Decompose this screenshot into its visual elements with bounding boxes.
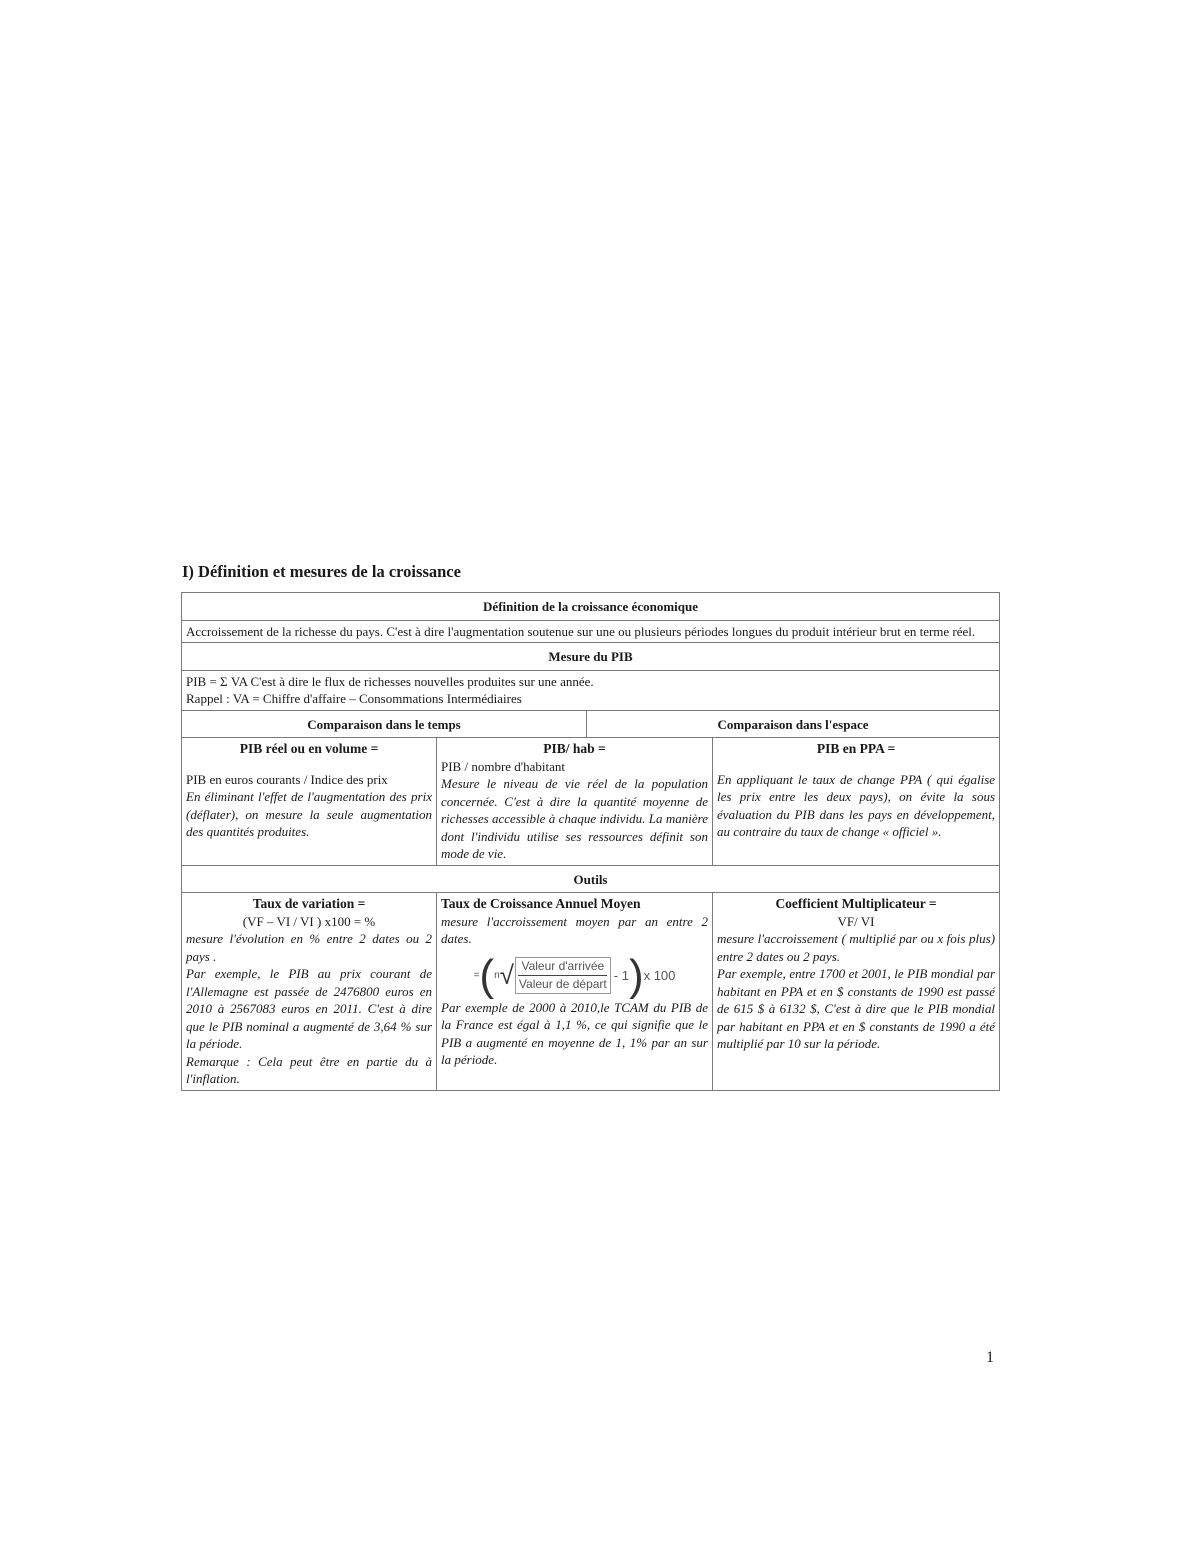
comparaison-temps-heading: Comparaison dans le temps xyxy=(182,710,587,738)
taux-variation-desc-1: mesure l'évolution en % entre 2 dates ou 2 pays . xyxy=(186,931,432,964)
taux-variation-title: Taux de variation = xyxy=(252,896,366,911)
tcam-desc-2: Par exemple de 2000 à 2010,le TCAM du PIB de la France est égal à 1,1 %, ce qui signifie que le PIB a augmenté en moyenne de 1, 1% par an sur la période. xyxy=(441,999,708,1067)
taux-variation-formula: (VF – VI / VI ) x100 = % xyxy=(242,913,376,929)
open-paren-icon: ( xyxy=(479,950,495,1000)
mesure-cell xyxy=(182,670,1000,710)
tcam-title: Taux de Croissance Annuel Moyen xyxy=(441,896,641,911)
pib-reel-formula: PIB en euros courants / Indice des prix xyxy=(186,771,388,787)
mesure-heading: Mesure du PIB xyxy=(182,643,1000,671)
croissance-table xyxy=(181,592,1000,1091)
radical-icon: √ xyxy=(499,959,514,990)
section-title: I) Définition et mesures de la croissance xyxy=(182,562,461,581)
pib-reel-cell xyxy=(182,738,437,866)
mesure-line-1: PIB = Σ VA C'est à dire le flux de richesses nouvelles produites sur une année. xyxy=(186,673,594,689)
taux-variation-cell xyxy=(182,893,437,1091)
pib-ppa-title: PIB en PPA = xyxy=(816,741,896,756)
pib-ppa-desc: En appliquant le taux de change PPA ( qui égalise les prix entre les deux pays), on évite la sous évaluation du PIB dans les pays en développement, au contraire du taux de change « officiel ». xyxy=(717,771,996,839)
pib-reel-desc: En éliminant l'effet de l'augmentation des prix (déflater), on mesure la seule augmentation des quantités produites. xyxy=(186,789,432,839)
taux-variation-desc-3: Remarque : Cela peut être en partie du à l'inflation. xyxy=(186,1053,432,1086)
pib-reel-title: PIB réel ou en volume = xyxy=(239,741,379,756)
tcam-fraction xyxy=(515,957,611,994)
outils-heading: Outils xyxy=(182,865,1000,893)
mesure-line-2: Rappel : VA = Chiffre d'affaire – Consommations Intermédiaires xyxy=(186,691,522,706)
tcam-times: x 100 xyxy=(643,967,676,983)
tcam-numerator: Valeur d'arrivée xyxy=(518,958,607,976)
definition-heading: Définition de la croissance économique xyxy=(182,593,1000,621)
pib-hab-formula: PIB / nombre d'habitant xyxy=(441,758,566,774)
page-number: 1 xyxy=(986,1349,994,1366)
close-paren-icon: ) xyxy=(628,950,644,1000)
taux-variation-desc-2: Par exemple, le PIB au prix courant de l'Allemagne est passée de 2476800 euros en 2010 à 2567083 euros en 2011. C'est à dire que le PIB nominal a augmenté de 3,64 % sur la période. xyxy=(186,966,432,1051)
tcam-formula xyxy=(441,950,708,1000)
coef-title: Coefficient Multiplicateur = xyxy=(775,896,937,911)
tcam-root-index: n xyxy=(494,969,500,981)
comparaison-espace-heading: Comparaison dans l'espace xyxy=(587,710,1000,738)
tcam-minus-one: - 1 xyxy=(613,967,629,983)
tcam-eq: = xyxy=(473,969,480,981)
coef-desc-1: mesure l'accroissement ( multiplié par ou x fois plus) entre 2 dates ou 2 pays. xyxy=(717,931,996,964)
pib-ppa-cell xyxy=(713,738,1000,866)
coef-desc-2: Par exemple, entre 1700 et 2001, le PIB mondial par habitant en PPA et en $ constants de 1990 est passé de 615 $ à 6132 $, C'est à dire que le PIB mondial par habitant en PPA et en $ constants de 1990 a été multiplié par 10 sur la période. xyxy=(717,966,996,1051)
pib-hab-cell xyxy=(437,738,713,866)
tcam-desc-1: mesure l'accroissement moyen par an entre 2 dates. xyxy=(441,913,708,946)
coef-cell xyxy=(713,893,1000,1091)
pib-hab-desc: Mesure le niveau de vie réel de la population concernée. C'est à dire la quantité moyenne de richesses accessible à chaque individu. La manière dont l'individu utilise ses ressources définit son mode de vie. xyxy=(441,776,708,861)
tcam-cell xyxy=(437,893,713,1091)
tcam-denominator: Valeur de départ xyxy=(518,977,607,991)
definition-text: Accroissement de la richesse du pays. C'est à dire l'augmentation soutenue sur une ou plusieurs périodes longues du produit intérieur brut en terme réel. xyxy=(182,620,1000,643)
coef-formula: VF/ VI xyxy=(837,913,875,929)
nth-root xyxy=(494,957,611,994)
pib-hab-title: PIB/ hab = xyxy=(543,741,606,756)
